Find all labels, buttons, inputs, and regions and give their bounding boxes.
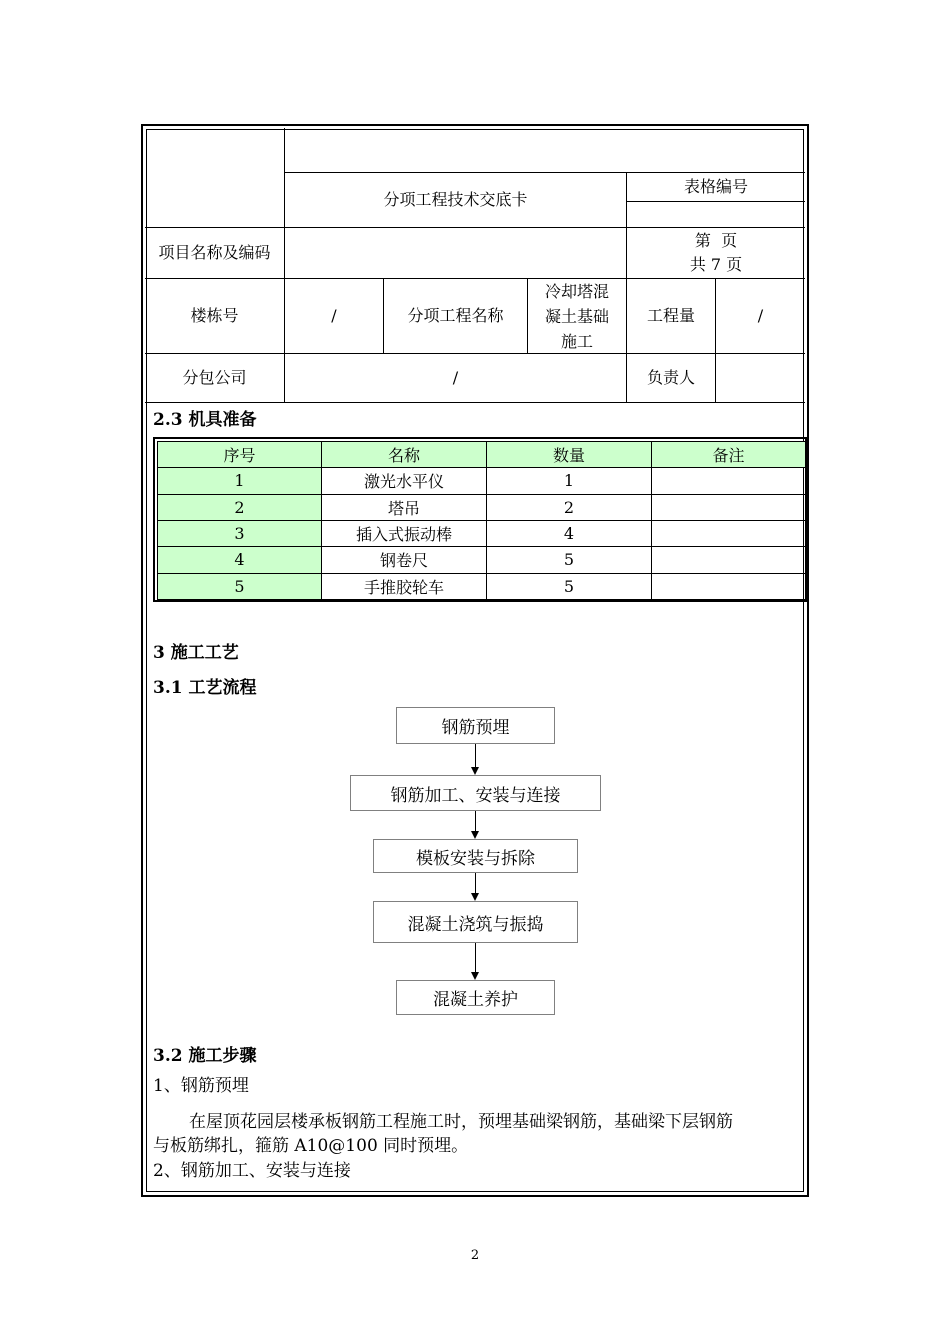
col-header-note: 备注 bbox=[652, 442, 806, 468]
section-2-3-title: 2.3 机具准备 bbox=[153, 410, 257, 430]
cell-qty: 5 bbox=[487, 573, 652, 599]
cell-seq: 4 bbox=[158, 547, 322, 573]
subproject-value: 冷却塔混凝土基础施工 bbox=[544, 281, 609, 351]
flow-step-formwork: 模板安装与拆除 bbox=[373, 839, 578, 873]
arrow-down-icon bbox=[471, 893, 479, 901]
col-header-name: 名称 bbox=[322, 442, 487, 468]
cell-note bbox=[652, 520, 806, 546]
form-number-value bbox=[627, 202, 805, 227]
section-3-title: 3 施工工艺 bbox=[153, 643, 239, 663]
step-2-title: 2、钢筋加工、安装与连接 bbox=[153, 1161, 351, 1181]
cell-seq: 2 bbox=[158, 494, 322, 520]
flow-step-rebar-process: 钢筋加工、安装与连接 bbox=[350, 775, 601, 811]
subcontractor-value: / bbox=[452, 368, 459, 387]
subcontractor-label: 分包公司 bbox=[182, 368, 247, 387]
cell-qty: 5 bbox=[487, 547, 652, 573]
cell-note bbox=[652, 573, 806, 599]
page-line-2: 共 7 页 bbox=[689, 255, 743, 274]
manager-value bbox=[716, 354, 805, 402]
quantity-label: 工程量 bbox=[646, 306, 695, 325]
cell-name: 钢卷尺 bbox=[322, 547, 487, 573]
cell-qty: 2 bbox=[487, 494, 652, 520]
table-row bbox=[158, 573, 806, 599]
table-row bbox=[158, 468, 806, 494]
flow-arrow-line bbox=[475, 811, 476, 832]
building-label: 楼栋号 bbox=[190, 306, 239, 325]
arrow-down-icon bbox=[471, 972, 479, 980]
flow-arrow-line bbox=[475, 943, 476, 973]
cell-note bbox=[652, 494, 806, 520]
quantity-value: / bbox=[757, 306, 764, 325]
tools-header-row bbox=[158, 442, 806, 468]
cell-note bbox=[652, 547, 806, 573]
subproject-label: 分项工程名称 bbox=[407, 306, 504, 325]
step-1-text-line-2: 与板筋绑扎，箍筋 A10@100 同时预埋。 bbox=[153, 1136, 469, 1156]
cell-name: 插入式振动棒 bbox=[322, 520, 487, 546]
page-count bbox=[627, 228, 805, 278]
cell-qty: 1 bbox=[487, 468, 652, 494]
arrow-down-icon bbox=[471, 831, 479, 839]
cell-note bbox=[652, 468, 806, 494]
step-1-text-line-1: 在屋顶花园层楼承板钢筋工程施工时，预埋基础梁钢筋，基础梁下层钢筋 bbox=[189, 1112, 733, 1132]
cell-name: 手推胶轮车 bbox=[322, 573, 487, 599]
project-name-value bbox=[285, 228, 626, 278]
flow-step-concrete-curing: 混凝土养护 bbox=[396, 980, 555, 1015]
tools-table bbox=[153, 437, 807, 602]
project-name-label: 项目名称及编码 bbox=[158, 243, 271, 262]
table-row bbox=[158, 520, 806, 546]
col-header-qty: 数量 bbox=[487, 442, 652, 468]
page-number: 2 bbox=[470, 1248, 480, 1263]
flow-step-rebar-embed: 钢筋预埋 bbox=[396, 707, 555, 744]
cell-seq: 3 bbox=[158, 520, 322, 546]
table-row bbox=[158, 494, 806, 520]
section-3-2-title: 3.2 施工步骤 bbox=[153, 1046, 257, 1066]
cell-qty: 4 bbox=[487, 520, 652, 546]
arrow-down-icon bbox=[471, 767, 479, 775]
flow-arrow-line bbox=[475, 873, 476, 894]
col-header-seq: 序号 bbox=[158, 442, 322, 468]
flow-arrow-line bbox=[475, 744, 476, 768]
building-value: / bbox=[331, 306, 337, 325]
card-title: 分项工程技术交底卡 bbox=[383, 190, 528, 209]
table-row bbox=[158, 547, 806, 573]
cell-seq: 1 bbox=[158, 468, 322, 494]
step-1-title: 1、钢筋预埋 bbox=[153, 1076, 249, 1096]
cell-seq: 5 bbox=[158, 573, 322, 599]
form-number-label: 表格编号 bbox=[683, 177, 748, 196]
section-3-1-title: 3.1 工艺流程 bbox=[153, 678, 257, 698]
cell-name: 塔吊 bbox=[322, 494, 487, 520]
page-line-1: 第 页 bbox=[694, 231, 738, 250]
flow-step-concrete-pour: 混凝土浇筑与振捣 bbox=[373, 901, 578, 943]
cell-name: 激光水平仪 bbox=[322, 468, 487, 494]
manager-label: 负责人 bbox=[646, 368, 695, 387]
